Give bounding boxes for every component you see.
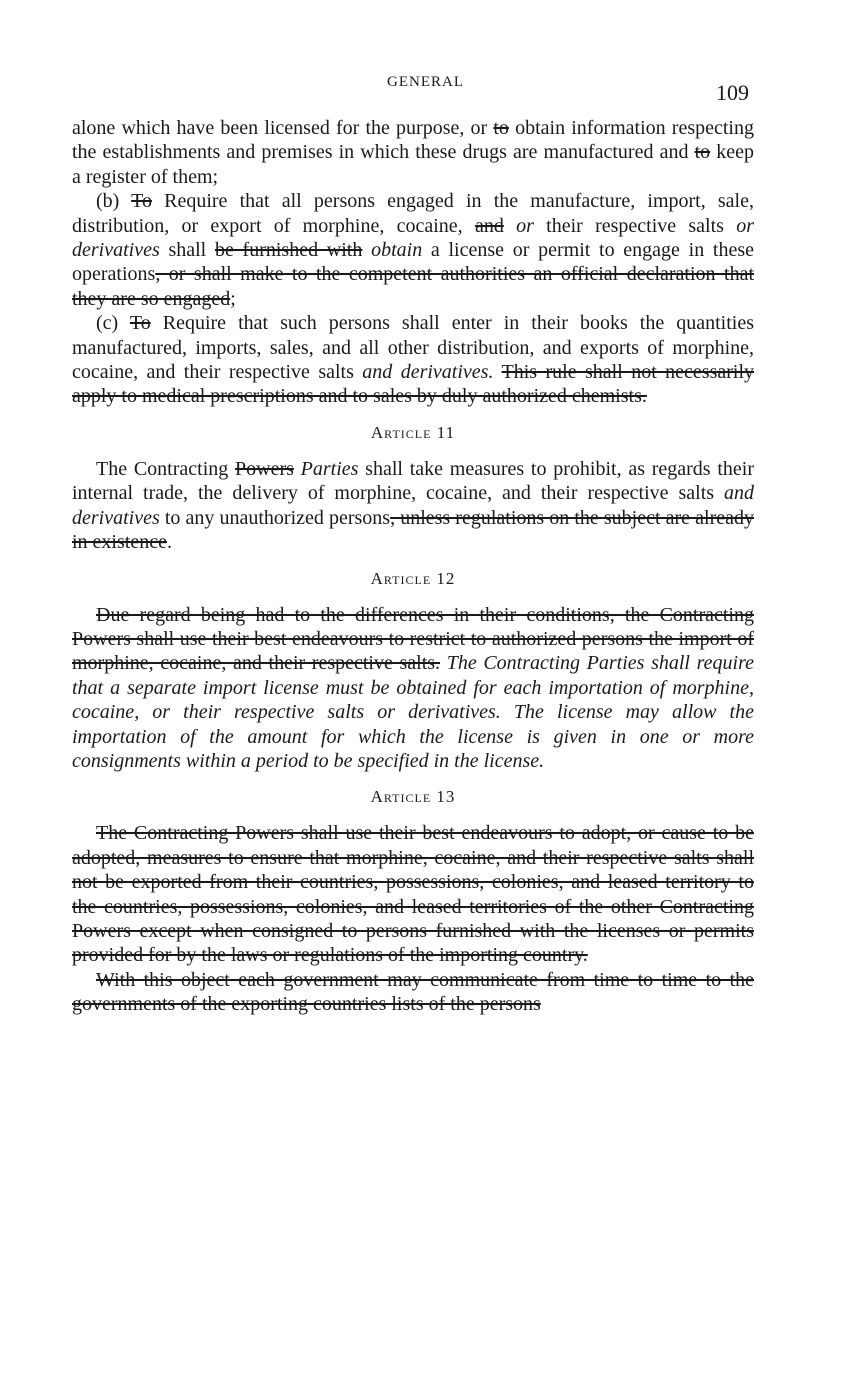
inserted-italic-text: The Contracting Parties shall require that a separate import license must be obtained for each importation of morphine, cocaine, or their respective salts or derivatives. The license may allow the importation of the amount for which the license is given in one or more consignments within a period to be specified in the license. [72, 652, 754, 772]
article-11-text [72, 457, 754, 555]
struck-text: This rule shall not necessarily apply to medical prescriptions and to sales by duly authorized chemists. [72, 361, 755, 408]
text-run: . [166, 531, 172, 554]
article-12-heading: Article 12 [370, 568, 456, 588]
page-number: 109 [716, 80, 749, 105]
text-run: alone which have been licensed for the purpose, or [72, 117, 494, 139]
inserted-italic-text: and derivatives [72, 482, 754, 529]
text-run: keep a register of them; [72, 141, 754, 188]
text-run [362, 239, 371, 261]
struck-text: To [131, 190, 152, 213]
article-13-heading: Article 13 [370, 787, 456, 807]
struck-text: Due regard being had to the differences in their conditions, the Contracting Powers shall use their best endeavours to restrict to authorized persons the import of morphine, cocaine, and their respective salts. [72, 603, 754, 675]
struck-text: to [694, 141, 711, 164]
text-run: The Contracting [96, 457, 236, 480]
text-run [294, 458, 301, 480]
text-run: (c) [96, 312, 130, 335]
article-13-text [72, 821, 754, 967]
struck-text: Powers [235, 457, 294, 480]
text-run [504, 215, 516, 237]
text-run: a license or permit to engage in these operations [72, 239, 755, 286]
text-run: Require that all persons engaged in the manufacture, import, sale, distribution, or export of morphine, cocaine, [72, 190, 754, 237]
inserted-italic-text: or derivatives [72, 214, 755, 262]
text-run [440, 652, 447, 674]
inserted-italic-text: or [516, 214, 534, 237]
text-run [493, 361, 501, 383]
struck-text: To [129, 312, 151, 335]
struck-text: With this object each government may communicate from time to time to the governments of the exporting countries lists of the persons [72, 968, 754, 1016]
text-run: shall take measures to prohibit, as regards their internal trade, the delivery of morphine, cocaine, and their respective salts [72, 457, 754, 505]
struck-text: be furnished with [214, 239, 363, 262]
inserted-italic-text: obtain [371, 239, 423, 262]
struck-text: to [493, 117, 509, 139]
running-header: GENERAL [387, 74, 464, 90]
paragraph-clause-b [72, 189, 754, 311]
paragraph-clause-c [72, 311, 754, 409]
text-run: to any unauthorized persons [159, 506, 391, 529]
article-12-text [72, 603, 754, 774]
text-run: (b) [96, 190, 132, 213]
article-13-text-continued [72, 968, 754, 1017]
text-run: ; [230, 287, 236, 310]
struck-text: , or shall make to the competent authorities an official declaration that they are so engaged [72, 263, 754, 310]
inserted-italic-text: and derivatives. [362, 361, 494, 384]
text-run: obtain information respecting the establishments and premises in which these drugs are manufactured and [72, 117, 754, 164]
struck-text: , unless regulations on the subject are already in existence [72, 506, 754, 554]
struck-text: and [474, 214, 504, 237]
inserted-italic-text: Parties [300, 457, 359, 480]
text-run: shall [159, 239, 215, 262]
struck-text: The Contracting Powers shall use their best endeavours to adopt, or cause to be adopted, measures to ensure that morphine, cocaine, and their respective salts shall not be exported from their countries, possessions, colonies, and leased territory to the countries, possessions, colonies, and leased territories of the other Contracting Powers except when consigned to persons furnished with the licenses or permits provided for by the laws or regulations of the importing country. [72, 822, 754, 967]
paragraph-1 [72, 116, 754, 189]
page-body [72, 116, 754, 1017]
text-run: Require that such persons shall enter in their books the quantities manufactured, imports, sales, and all other distribution, and exports of morphine, cocaine, and their respective salts [72, 312, 754, 384]
article-11-heading: Article 11 [370, 422, 456, 442]
text-run: their respective salts [533, 214, 737, 237]
